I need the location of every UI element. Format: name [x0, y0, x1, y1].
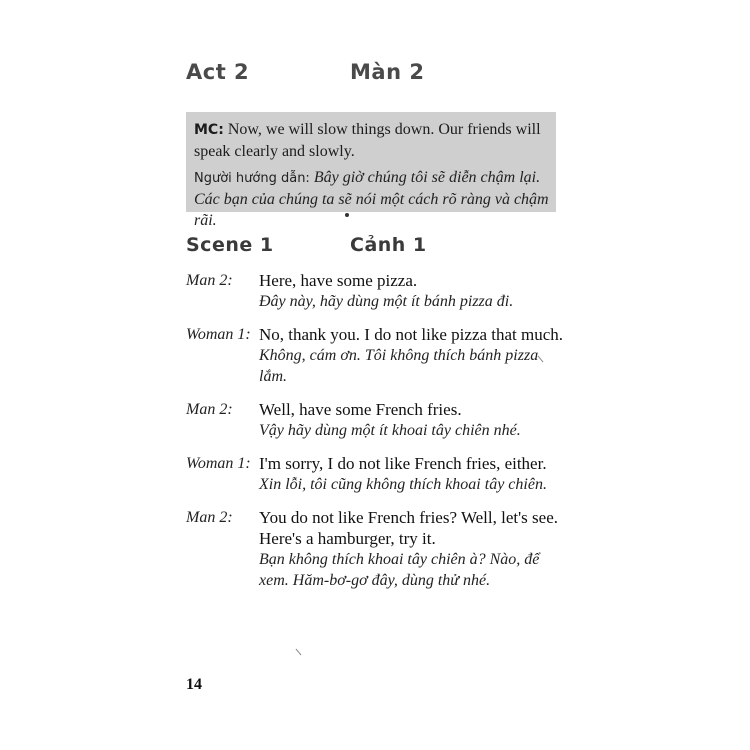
scene-title-en: Scene 1: [186, 234, 274, 256]
print-dot: [345, 213, 349, 217]
scene-title-vi: Cảnh 1: [350, 234, 427, 256]
line-english: You do not like French fries? Well, let's see. Here's a hamburger, try it.: [259, 508, 558, 548]
mc-vietnamese: [194, 167, 550, 231]
mc-text-en: Now, we will slow things down. Our friends will speak clearly and slowly.: [194, 121, 541, 160]
line-english: No, thank you. I do not like pizza that much.: [259, 325, 564, 344]
mc-label: MC:: [194, 122, 224, 138]
line-vietnamese: Đây này, hãy dùng một ít bánh pizza đi.: [259, 293, 514, 310]
mc-intro-box: [186, 112, 556, 229]
mc-text-vi: Bây giờ chúng tôi sẽ diễn chậm lại. Các bạn của chúng ta sẽ nói một cách rõ ràng và chậm rãi.: [194, 169, 549, 229]
speaker: Woman 1:: [186, 455, 251, 472]
mc-label-vi: Người hướng dẫn:: [194, 171, 310, 186]
mc-english: [194, 119, 550, 162]
speaker: Man 2:: [186, 509, 233, 526]
line-vietnamese: Xin lỗi, tôi cũng không thích khoai tây chiên.: [259, 476, 547, 493]
speaker: Man 2:: [186, 272, 233, 289]
line-english: I'm sorry, I do not like French fries, either.: [259, 454, 547, 473]
speaker: Woman 1:: [186, 326, 251, 343]
act-title-en: Act 2: [186, 60, 250, 84]
page-number: 14: [186, 676, 202, 693]
line-english: Well, have some French fries.: [259, 400, 462, 419]
dialogue-line: [186, 453, 566, 495]
line-vietnamese: Bạn không thích khoai tây chiên à? Nào, để xem. Hăm-bơ-gơ đây, dùng thử nhé.: [259, 551, 540, 589]
print-speck: [296, 649, 302, 656]
act-title-vi: Màn 2: [350, 60, 425, 84]
dialogue-line: [186, 399, 566, 441]
dialogue-line: [186, 324, 566, 387]
speaker: Man 2:: [186, 401, 233, 418]
line-vietnamese: Không, cám ơn. Tôi không thích bánh pizza lắm.: [259, 347, 539, 385]
dialogue-line: [186, 270, 566, 312]
line-vietnamese: Vậy hãy dùng một ít khoai tây chiên nhé.: [259, 422, 521, 439]
dialogue: [186, 270, 566, 603]
line-english: Here, have some pizza.: [259, 271, 418, 290]
dialogue-line: [186, 507, 566, 591]
